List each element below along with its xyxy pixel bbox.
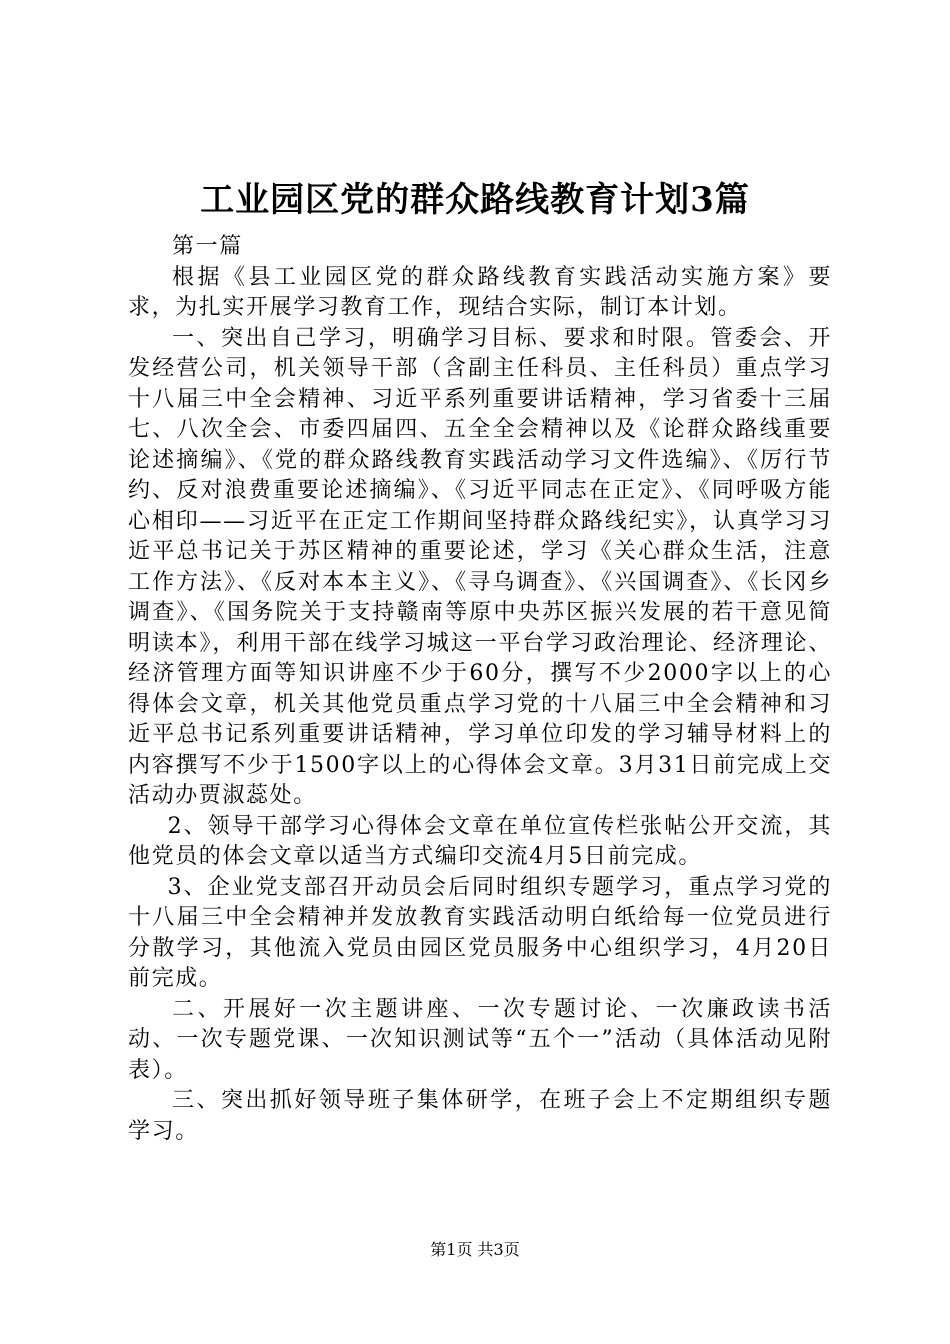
paragraph-intro: 根据《县工业园区党的群众路线教育实践活动实施方案》要求，为扎实开展学习教育工作，现结合实际，制订本计划。 bbox=[128, 264, 832, 320]
document-body bbox=[128, 232, 832, 1147]
paragraph-section-2: 二、开展好一次主题讲座、一次专题讨论、一次廉政读书活动、一次专题党课、一次知识测试等“五个一”活动（具体活动见附表）。 bbox=[128, 996, 832, 1083]
paragraph-item-1: 一、突出自己学习，明确学习目标、要求和时限。管委会、开发经营公司，机关领导干部（含副主任科员、主任科员）重点学习十八届三中全会精神、习近平系列重要讲话精神，学习省委十三届七、八次全会、市委四届四、五全全会精神以及《论群众路线重要论述摘编》、《党的群众路线教育实践活动学习文件选编》、《厉行节约、反对浪费重要论述摘编》、《习近平同志在正定》、《同呼吸方能心相印——习近平在正定工作期间坚持群众路线纪实》，认真学习习近平总书记关于苏区精神的重要论述，学习《关心群众生活，注意工作方法》、《反对本本主义》、《寻乌调查》、《兴国调查》、《长冈乡调查》、《国务院关于支持赣南等原中央苏区振兴发展的若干意见简明读本》，利用干部在线学习城这一平台学习政治理论、经济理论、经济管理方面等知识讲座不少于60分，撰写不少2000字以上的心得体会文章，机关其他党员重点学习党的十八届三中全会精神和习近平总书记系列重要讲话精神，学习单位印发的学习辅导材料上的内容撰写不少于1500字以上的心得体会文章。3月31日前完成上交活动办贾淑蕊处。 bbox=[128, 325, 832, 808]
paragraph-item-3: 3、企业党支部召开动员会后同时组织专题学习，重点学习党的十八届三中全会精神并发放教育实践活动明白纸给每一位党员进行分散学习，其他流入党员由园区党员服务中心组织学习，4月20日前完成。 bbox=[128, 874, 832, 991]
page-footer: 第1页 共3页 bbox=[430, 1240, 520, 1259]
section-heading: 第一篇 bbox=[172, 234, 243, 259]
paragraph-item-2: 2、领导干部学习心得体会文章在单位宣传栏张帖公开交流，其他党员的体会文章以适当方式编印交流4月5日前完成。 bbox=[128, 813, 832, 869]
paragraph-section-3: 三、突出抓好领导班子集体研学，在班子会上不定期组织专题学习。 bbox=[128, 1088, 832, 1144]
document-title: 工业园区党的群众路线教育计划3篇 bbox=[200, 180, 750, 220]
